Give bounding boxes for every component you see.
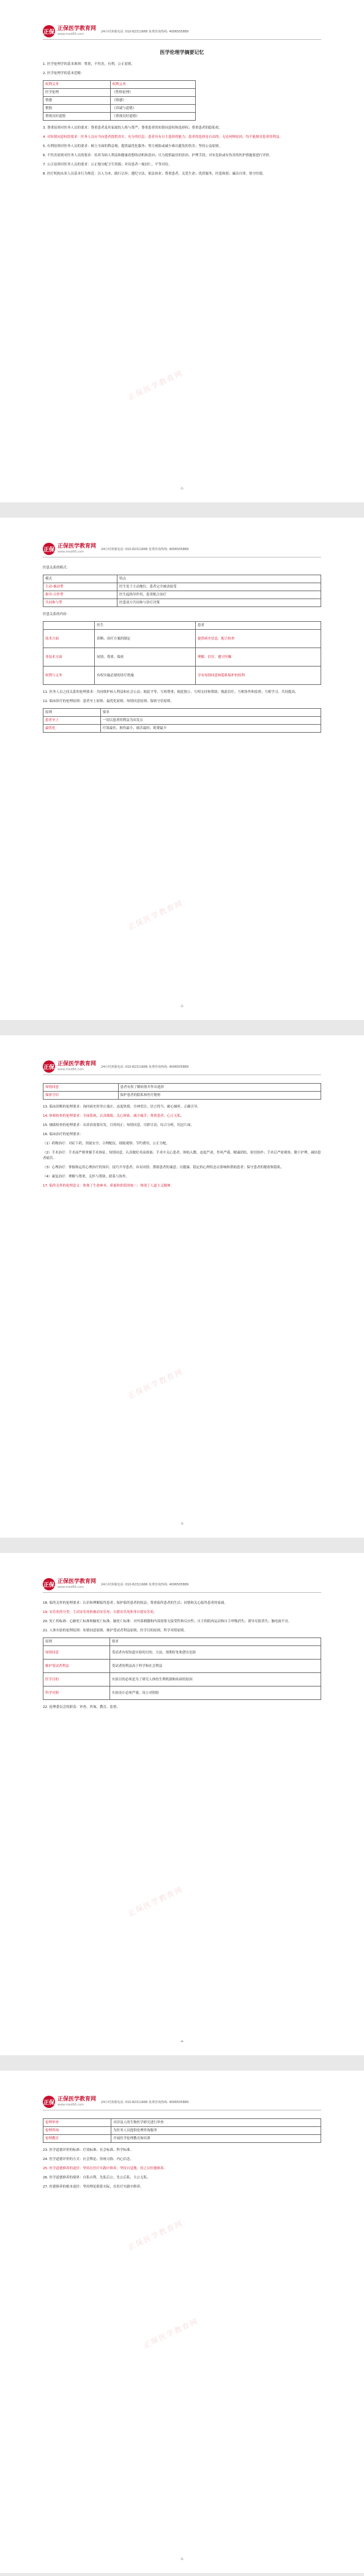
page-content <box>43 1083 321 1193</box>
page-content <box>43 48 321 181</box>
page-content <box>43 565 321 738</box>
page-number: -3- <box>180 1522 184 1526</box>
page-header <box>43 23 321 40</box>
table-cell: 实验设计必须严谨，设立对照组 <box>110 1686 321 1700</box>
table-cell: 特点 <box>117 575 321 583</box>
paragraph: 16. 临床治疗的伦理要求： <box>43 1133 83 1136</box>
table-row <box>43 89 196 97</box>
paragraph: 4. 对知情同意权的要求：医务人员应当向患者提供真实、充分的信息；患者具有自主选择的能力；患者的选择是自由的；无论何种原因，均不能损害患者的利益。 <box>43 135 283 139</box>
table-cell: 原则 <box>43 709 101 717</box>
paragraph: 14. 体格检查的伦理要求：全面系统、认真细致；关心体贴、减少痛苦；尊重患者、心正无私。 <box>43 1114 184 1118</box>
table-cell: 《性格伦理》 <box>110 89 196 97</box>
logo-mark: 正保 <box>43 25 55 37</box>
table-cell: 医学伦理 <box>43 89 111 97</box>
table-cell: 受试者有权知道实验的目的、方法、预期好处和潜在危险 <box>110 1646 321 1660</box>
header-contact: 24小时客服电话: 010-82311666 免费咨询热线: 4006505889 <box>101 1065 189 1069</box>
table-cell: 权利与义务 <box>43 667 95 685</box>
header-contact: 24小时客服电话: 010-82311666 免费咨询热线: 4006505889 <box>101 2100 189 2104</box>
table-cell: 维护受试者利益 <box>43 1660 110 1673</box>
table-row <box>43 725 321 733</box>
table-row <box>43 2127 321 2135</box>
page-header <box>43 1059 321 1075</box>
table-cell: 伦理审查 <box>43 2119 111 2127</box>
paragraph: 15. 辅助检查的伦理要求：从诊治需要出发，目的纯正；知情同意，尽职尽责；综合分析，切忌片面。 <box>43 1124 194 1127</box>
document-title: 医学伦理学摘要记忆 <box>160 50 204 55</box>
table-row <box>43 630 321 648</box>
principle-table <box>43 708 321 733</box>
page-number: -2- <box>180 1005 184 1008</box>
brand-name: 正保医学教育网 <box>58 26 97 32</box>
table-cell: 重视良好道德 <box>43 113 111 121</box>
paragraph: 19. 安乐死的分类：主动安乐死和被动安乐死；自愿安乐死和非自愿安乐死。 <box>43 1611 157 1614</box>
page-header <box>43 1576 321 1593</box>
header-contact: 24小时客服电话: 010-82311666 免费咨询热线: 4006505889 <box>101 547 189 551</box>
paragraph: 2. 医学伦理学的基本范畴： <box>43 72 84 75</box>
table-cell: 一切以患者的利益为出发点 <box>100 717 321 725</box>
table-row <box>43 1686 321 1700</box>
table-cell: 提供病史信息，配合检查 <box>195 630 321 648</box>
table-cell: 知情同意 <box>43 1084 119 1092</box>
brand-logo <box>43 25 96 37</box>
table-row <box>43 667 321 685</box>
paragraph: 21. 人体实验的伦理原则：知情同意原则、维护受试者利益原则、医学目的原则、科学对照原则。 <box>43 1629 187 1633</box>
paragraph: 医患关系的内容： <box>43 613 70 616</box>
paragraph: 医患关系的模式： <box>43 566 70 570</box>
paragraph: 1. 医学伦理学的基本准则：尊重，不伤害，有利，公正原则。 <box>43 62 135 66</box>
table-cell <box>43 622 95 630</box>
table-cell: 慎独 <box>43 105 111 113</box>
table-cell: 保密守信 <box>43 1092 119 1100</box>
document-page-5 <box>0 2071 364 2573</box>
brand-logo <box>43 2096 96 2108</box>
table-cell: 情感 <box>43 97 111 105</box>
table-cell: 《情感》 <box>110 97 196 105</box>
paragraph: 26. 医学道德修养的境界：自私自利、先私后公、先公后私、大公无私。 <box>43 2176 150 2180</box>
brand-name: 正保医学教育网 <box>58 1579 97 1585</box>
table-cell: 同情、尊重、保密 <box>95 648 196 667</box>
paragraph: 6. 不伤害原则对医务人员的要求：培养为病人利益和健康着想的动机和意向；尽力提供最佳的诊治、护理手段；对有危险或有伤害的医护措施要进行评价。 <box>43 154 273 157</box>
brand-logo <box>43 1578 96 1590</box>
table-cell: 共同参与型 <box>43 599 117 607</box>
principle-table-cont <box>43 1083 321 1100</box>
table-row <box>43 2135 321 2143</box>
watermark: 正保医学教育网 <box>126 368 185 402</box>
logo-mark: 正保 <box>43 2096 55 2108</box>
brand-site: www.med66.com <box>58 1585 84 1589</box>
table-cell: 最优化 <box>43 725 101 733</box>
page-number: -5- <box>180 2558 184 2561</box>
table-cell: 疗效最佳、损伤最小、痛苦最轻、耗费最少 <box>100 725 321 733</box>
paragraph: 18. 临终关怀的伦理要求：认识和理解临终患者；保护临终患者的权益；尊重临终患者的生活；同情和关心临终患者的家属。 <box>43 1601 228 1605</box>
paragraph: 23. 医学道德评价的标准：疗效标准、社会标准、科学标准。 <box>43 2148 133 2152</box>
table-cell: 医生 <box>95 622 196 630</box>
table-cell: 权利义务 <box>43 81 111 89</box>
page-number: -1- <box>180 487 184 491</box>
document-page-1 <box>0 0 364 502</box>
table-cell: 主动-被动型 <box>43 583 117 591</box>
header-contact: 24小时客服电话: 010-82311666 免费咨询热线: 4006505889 <box>101 29 189 34</box>
paragraph: 11. 医务人员之间关系的伦理要求：共同维护病人利益和社会公益；彼此平等、互相尊重；彼此独立、互相支持和帮助；彼此信任、互相协作和监督；互相学习、共同提高。 <box>43 690 299 694</box>
committee-table <box>43 2118 321 2143</box>
table-row <box>43 583 321 591</box>
table-row <box>43 1092 321 1100</box>
paragraph: 17. 临终关怀的伦理意义：体现了生命神圣、质量和价值的统一；体现了人道主义精神。 <box>43 1184 174 1188</box>
brand-site: www.med66.com <box>58 1068 84 1071</box>
brand-logo <box>43 543 96 555</box>
table-cell: 实验目的必须是为了研究人体的生理机制和疾病的原因 <box>110 1673 321 1686</box>
paragraph: （4）康复治疗：理解与尊重，关怀与帮助，联系与协作。 <box>43 1175 130 1179</box>
paragraph: 22. 伦理委员会的职责：审查、咨询、教育、监督。 <box>43 1705 120 1709</box>
table-row <box>43 97 196 105</box>
paragraph: 8. 医疗机构从业人员基本行为规范：以人为本，践行宗旨；遵纪守法，依法执业；尊重患者，关爱生命；优质服务，医患和谐；廉洁自律，恪守医德。 <box>43 172 266 176</box>
brand-name: 正保医学教育网 <box>58 543 97 550</box>
page-number: -4- <box>180 2040 184 2044</box>
table-cell: 知情同意 <box>43 1646 110 1660</box>
table-row <box>43 113 196 121</box>
experiment-table <box>43 1637 321 1700</box>
table-row <box>43 1646 321 1660</box>
table-cell: 科学对照 <box>43 1686 110 1700</box>
page-content <box>43 2118 321 2194</box>
table-cell: 技术方面 <box>43 630 95 648</box>
paragraph: 24. 医学道德评价的方式：社会舆论、传统习俗、内心信念。 <box>43 2158 133 2161</box>
table-row <box>43 717 321 725</box>
page-header <box>43 2094 321 2110</box>
table-row <box>43 622 321 630</box>
table-row <box>43 575 321 583</box>
table-cell: 原则 <box>43 1638 110 1646</box>
paragraph: （2）手术治疗：手术前严格掌握手术指征，知情同意，认真做好术前准备；手术中关心患者，体贴入微，态度严肃，作风严谨，精诚团结，密切协作；手术后严密观察，勤于护理，减轻患者痛苦。 <box>43 1151 321 1160</box>
table-cell: 伦理教育 <box>43 2135 111 2143</box>
paragraph: （3）心理治疗：掌握和运用心理治疗的知识、技巧开导患者；具有同情、帮助患者的诚意；以健康、稳定的心理状态去影响和帮助患者；保守患者的秘密和隐私。 <box>43 1166 284 1169</box>
watermark: 正保医学教育网 <box>126 898 185 932</box>
table-row <box>43 1660 321 1673</box>
watermark: 正保医学教育网 <box>126 1884 185 1919</box>
brand-site: www.med66.com <box>58 32 84 36</box>
table-cell: 《真诚与道德》 <box>110 105 196 113</box>
page-content <box>43 1601 321 1714</box>
paragraph: 12. 临床诊疗的伦理原则：患者至上原则、最优化原则、知情同意原则、保密守信原则。 <box>43 700 174 703</box>
table-cell: 受试者的利益高于科学和社会利益 <box>110 1660 321 1673</box>
table-cell: 医学目的 <box>43 1673 110 1686</box>
table-cell: 保护患者的隐私和医疗秘密 <box>118 1092 321 1100</box>
document-page-4 <box>0 1553 364 2055</box>
table-cell: 权利义务 <box>110 81 196 89</box>
brand-name: 正保医学教育网 <box>58 2096 97 2102</box>
table-cell: 有权实施必要的诊疗措施 <box>95 667 196 685</box>
logo-mark: 正保 <box>43 1060 55 1073</box>
document-page-3 <box>0 1035 364 1538</box>
paragraph: 5. 有利原则对医务人员的要求：树立全面的利益观；提供最优化服务；努力预防或减少难以避免的伤害；坚持公益原则。 <box>43 145 222 148</box>
table-cell: 患者 <box>195 622 321 630</box>
logo-mark: 正保 <box>43 1578 55 1590</box>
table-row <box>43 599 321 607</box>
header-contact: 24小时客服电话: 010-82311666 免费咨询热线: 4006505889 <box>101 1582 189 1587</box>
table-cell: 非技术方面 <box>43 648 95 667</box>
table-cell: 伦理咨询 <box>43 2127 111 2135</box>
brand-logo <box>43 1060 96 1073</box>
table-cell: 诊断、治疗方案的制定 <box>95 630 196 648</box>
paragraph: 25. 医学道德修养的途径：坚持在医疗实践中修养；坚持自觉地、持之以恒地修养。 <box>43 2167 167 2170</box>
table-row <box>43 648 321 667</box>
table-cell: 医患双方共同参与诊疗决策 <box>117 599 321 607</box>
table-cell: 患者有权了解病情并作出选择 <box>118 1084 321 1092</box>
rights-table <box>43 621 321 685</box>
table-row <box>43 81 196 89</box>
logo-mark: 正保 <box>43 543 55 555</box>
document-page-2 <box>0 518 364 1020</box>
paragraph: 13. 临床诊断的伦理要求：询问病史时举止端庄、态度热情，全神贯注、语言得当，耐心倾听、正确引导。 <box>43 1105 201 1109</box>
table-row <box>43 105 196 113</box>
table-cell: 模式 <box>43 575 117 583</box>
category-table <box>43 80 196 121</box>
table-cell: 为医务人员提供伦理咨询服务 <box>111 2127 321 2135</box>
table-cell: 患者至上 <box>43 717 101 725</box>
table-row <box>43 2119 321 2127</box>
table-cell: 对涉及人的生物医学研究进行审查 <box>111 2119 321 2127</box>
table-cell: 要求 <box>100 709 321 717</box>
watermark: 正保医学教育网 <box>141 2316 200 2351</box>
brand-name: 正保医学教育网 <box>58 1061 97 1067</box>
table-cell: 医生处于主动地位，患者完全被动接受 <box>117 583 321 591</box>
paragraph: 3. 尊重原则对医务人员的要求：尊重患者及其家属的人格与尊严；尊重患者的知情同意权和选择权；尊重患者的隐私权。 <box>43 126 222 130</box>
table-row <box>43 1673 321 1686</box>
table-row <box>43 591 321 599</box>
paragraph: （1）药物治疗：对症下药，剂量安全；合理配伍，细致观察；节约费用，公正分配。 <box>43 1142 170 1146</box>
table-cell: 理解、信任、遵守医嘱 <box>195 648 321 667</box>
table-row <box>43 1084 321 1092</box>
table-cell: 开展医学伦理教育和培训 <box>111 2135 321 2143</box>
table-cell: 享有知情同意和隐私保护的权利 <box>195 667 321 685</box>
table-row <box>43 709 321 717</box>
table-row <box>43 1638 321 1646</box>
model-table <box>43 575 321 607</box>
table-cell: 医生起指导作用，患者配合治疗 <box>117 591 321 599</box>
paragraph: 20. 死亡的标准：心肺死亡标准和脑死亡标准。脑死亡标准：对外部刺激和内部需要无接受性和反应性；自主的肌肉运动和自主呼吸消失；诱导反射消失；脑电波平直。 <box>43 1620 292 1623</box>
paragraph: 27. 医德修养的根本途径：坚持理论联系实际，在医疗实践中修养。 <box>43 2185 144 2189</box>
table-cell: 要求 <box>110 1638 321 1646</box>
watermark: 正保医学教育网 <box>126 2218 185 2253</box>
paragraph: 7. 公正原则对医务人员的要求：公正地分配卫生资源；对待患者一视同仁，平等对待。 <box>43 163 172 167</box>
table-cell: 指导-合作型 <box>43 591 117 599</box>
watermark: 正保医学教育网 <box>126 1367 185 1401</box>
table-cell: 《重视良好道德》 <box>110 113 196 121</box>
brand-site: www.med66.com <box>58 2103 84 2107</box>
page-header <box>43 541 321 557</box>
brand-site: www.med66.com <box>58 550 84 554</box>
